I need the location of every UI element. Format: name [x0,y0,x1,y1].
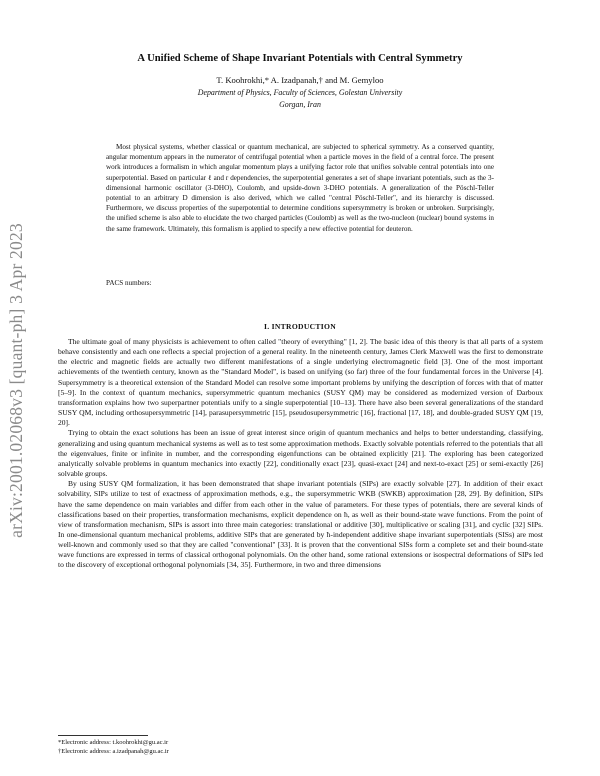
footnote-email-2: †Electronic address: a.izadpanah@gu.ac.ir [58,748,169,755]
footnote-email-1: *Electronic address: t.koohrokhi@gu.ac.ir [58,739,169,746]
arxiv-id-text: arXiv:2001.02068v3 [quant-ph] 3 Apr 2023 [5,222,26,538]
paragraph: The ultimate goal of many physicists is achievement to often called "theory of everything" [1, 2]. The basic idea of this theory is that all parts of a system behave consistently and each one reflects a special projection of a general reality. In the nineteenth century, James Clerk Maxwell was the first to demonstrate the electric and magnetic fields are actually two different manifestations of a single underlying electromagnetic field [3]. One of the most important achievements of the twentieth century, known as the "Standard Model", is based on unifying (so far) three of the four fundamental forces in the Universe [4]. Supersymmetry is a theoretical extension of the Standard Model can resolve some important problems by unifying the description of forces with that of matter [5–9]. In the context of quantum mechanics, supersymmetric quantum mechanics (SUSY QM) may be considered as modernized version of Darboux transformation explains how two superpartner potentials unify to a single superpotential [10–13]. There have also been several generalizations of the standard SUSY QM, including orthosupersymmetric [14], parasupersymmetric [15], pseudosupersymmetric [16], fractional [17, 18], and double-graded SUSY QM [19, 20]. [58,337,543,428]
affiliation-line-2: Gorgan, Iran [279,100,321,109]
abstract: Most physical systems, whether classical or quantum mechanical, are subjected to spherical symmetry. As a conserved quantity, angular momentum appears in the numerator of centrifugal potential when a particle moves in the field of a central force. The present work introduces a formalism in which angular momentum plays a unifying factor role that unifies solvable central potentials into one superpotential. Based on particular ℓ and r dependencies, the superpotential generates a set of shape invariant potentials, such as the 3-dimensional harmonic oscillator (3-DHO), Coulomb, and upside-down 3-DHO potentials. A generalization of the Pöschl-Teller potential to an arbitrary D dimension is also derived, which we called "central Pöschl-Teller", and its hierarchy is discussed. Furthermore, we discuss properties of the superpotential to determine conditions supersymmetry is broken or unbroken. Surprisingly, the unified scheme is also able to elucidate the two charged particles (Coulomb) as well as the two-nucleon (nuclear) bound systems in the same framework. Ultimately, this formalism is applied to specify a new effective potential for deuteron. [106,143,494,233]
introduction-body [58,337,543,571]
footnotes [58,738,543,756]
affiliation-line-1: Department of Physics, Faculty of Sciences, Golestan University [197,88,403,97]
footnote-divider [58,735,148,736]
paragraph: By using SUSY QM formalization, it has been demonstrated that shape invariant potentials (SIPs) are exactly solvable [27]. In addition of their exact solvability, SIPs utilize to test of exactness of approximation methods, e.g., the supersymmetric WKB (SWKB) approximation [28, 29]. By definition, SIPs have the same dependence on main variables and differ from each other in the value of parameters. For these types of potentials, there are several kinds of classifications based on their properties, transformation mechanisms, explicit dependence on ħ, as well as their bound-state wave functions. From the point of view of transformation mechanism, SIPs is assort into three main categories: translational or additive [30], multiplicative or scaling [31], and cyclic [32] SIPs. In one-dimensional quantum mechanical problems, additive SIPs that are generated by ħ-independent additive shape invariant superpotentials (SISs) are most well-known and commonly used so that they are called "conventional" [33]. It is proven that the conventional SISs form a complete set and their bound-state wave functions are expressed in terms of classical orthogonal polynomials. On the other hand, some rational extensions or isospectral deformations of SIPs led to the discovery of exceptional orthogonal polynomials [34, 35]. Furthermore, in two and three dimensions [58,479,543,570]
pacs-numbers: PACS numbers: [106,279,152,287]
arxiv-identifier [2,170,30,590]
author-list: T. Koohrokhi,* A. Izadpanah,† and M. Gemyloo [216,75,384,85]
section-heading-introduction: I. INTRODUCTION [263,322,336,331]
paragraph: Trying to obtain the exact solutions has been an issue of great interest since origin of quantum mechanics and helps to better understanding, classifying, generalizing and using quantum mechanical systems as well as to test some approximation methods. Exactly solvable potentials referred to the potentials that all the eigenvalues, finite or infinite in number, and the corresponding eigenfunctions can be obtained explicitly [21]. The exploring has been categorized analytically solvable problems in quantum mechanics into exactly [22], conditionally exact [23], quasi-exact [24] and next-to-exact [25] or semi-exactly [26] solvable groups. [58,428,543,479]
paper-title: A Unified Scheme of Shape Invariant Potentials with Central Symmetry [137,53,463,64]
